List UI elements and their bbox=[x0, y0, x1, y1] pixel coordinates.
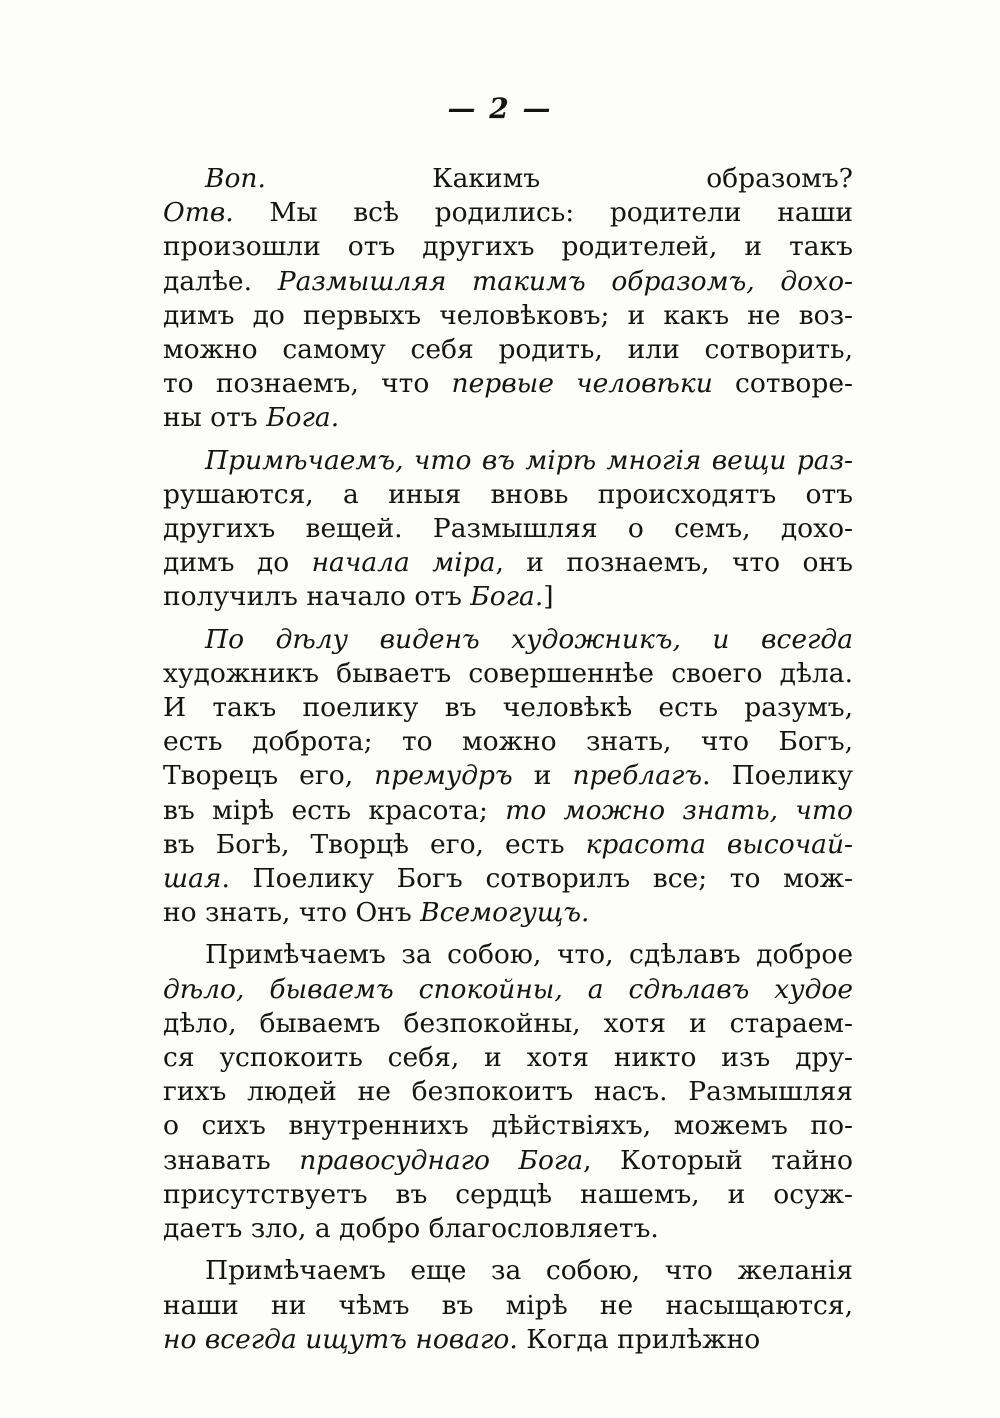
body-text bbox=[163, 162, 853, 1357]
italic-text: дѣло, бываемъ спокойны, а сдѣлавъ худое bbox=[163, 973, 853, 1005]
text-run: далѣе. bbox=[163, 265, 278, 297]
text-run: Когда прилѣжно bbox=[517, 1323, 761, 1355]
text-line bbox=[163, 862, 853, 896]
text-line bbox=[163, 162, 853, 196]
text-line bbox=[163, 1289, 853, 1323]
text-line bbox=[163, 1212, 853, 1246]
text-line bbox=[163, 299, 853, 333]
italic-text: первые человѣки bbox=[451, 368, 713, 400]
text-run: , Который тайно bbox=[583, 1144, 853, 1176]
text-line bbox=[163, 1041, 853, 1075]
text-run: Какимъ образомъ? bbox=[265, 163, 853, 194]
text-line bbox=[163, 401, 853, 435]
text-line bbox=[163, 794, 853, 828]
text-run: дѣло, бываемъ безпокойны, хотя и стараем- bbox=[163, 1007, 853, 1039]
text-run: ] bbox=[543, 581, 554, 613]
text-line bbox=[163, 828, 853, 862]
text-line bbox=[163, 367, 853, 401]
text-line bbox=[163, 657, 853, 691]
paragraph bbox=[163, 444, 853, 615]
text-run: Примѣчаемъ за собою, что, сдѣлавъ доброе bbox=[205, 939, 853, 971]
text-run: даетъ зло, а добро благословляетъ. bbox=[163, 1213, 659, 1245]
paragraph bbox=[163, 623, 853, 931]
text-run: Мы всѣ родились: родители наши bbox=[233, 197, 853, 229]
text-run: димъ до первыхъ человѣковъ; и какъ не воз- bbox=[163, 299, 853, 331]
italic-text: правосуднаго Бога bbox=[299, 1144, 584, 1176]
italic-text: Примѣчаемъ, что въ мірѣ многія вещи раз- bbox=[205, 444, 853, 476]
text-run: Примѣчаемъ еще за собою, что желанія bbox=[205, 1255, 853, 1287]
text-line bbox=[163, 1075, 853, 1109]
text-line bbox=[163, 1144, 853, 1178]
text-line bbox=[163, 333, 853, 367]
text-run: гихъ людей не безпокоитъ насъ. Размышляя bbox=[163, 1076, 853, 1108]
text-run: но знать, что Онъ bbox=[163, 897, 421, 929]
text-line bbox=[163, 196, 853, 230]
text-line bbox=[163, 759, 853, 793]
text-run: димъ до bbox=[163, 547, 312, 579]
paragraph bbox=[163, 1254, 853, 1357]
italic-text: Бога. bbox=[470, 581, 544, 613]
text-line bbox=[163, 230, 853, 264]
italic-text: Бога. bbox=[266, 402, 340, 434]
text-run: наши ни чѣмъ въ мірѣ не насыщаются, bbox=[163, 1289, 853, 1321]
text-run: ны отъ bbox=[163, 402, 267, 434]
text-run: и bbox=[512, 760, 573, 792]
text-run: . Поелику Богъ сотворилъ все; то мож- bbox=[221, 863, 853, 895]
text-line bbox=[163, 1007, 853, 1041]
text-line bbox=[163, 1254, 853, 1288]
italic-text: Всемогущъ. bbox=[420, 897, 590, 929]
italic-text: но всегда ищутъ новаго. bbox=[163, 1323, 518, 1355]
italic-text: По дѣлу виденъ художникъ, и всегда bbox=[205, 623, 853, 655]
text-run: въ мірѣ есть красота; bbox=[163, 794, 506, 826]
text-line bbox=[163, 478, 853, 512]
text-line bbox=[163, 896, 853, 930]
text-run: рушаются, а иныя вновь происходятъ отъ bbox=[163, 478, 853, 510]
text-run: присутствуетъ въ сердцѣ нашемъ, и осуж- bbox=[163, 1178, 853, 1210]
text-line bbox=[163, 1323, 853, 1357]
text-run: . Поелику bbox=[702, 760, 854, 792]
text-line bbox=[163, 973, 853, 1007]
text-line bbox=[163, 623, 853, 657]
text-line bbox=[163, 580, 853, 614]
text-run: можно самому себя родить, или сотворить, bbox=[163, 334, 853, 366]
italic-text: красота высочай- bbox=[585, 828, 853, 860]
text-run: о сихъ внутреннихъ дѣйствіяхъ, можемъ по- bbox=[163, 1110, 853, 1142]
text-run: И такъ поелику въ человѣкѣ есть разумъ, bbox=[163, 692, 853, 724]
text-run: ся успокоить себя, и хотя никто изъ дру- bbox=[163, 1042, 853, 1074]
italic-text: шая bbox=[163, 863, 222, 895]
text-run: другихъ вещей. Размышляя о семъ, дохо- bbox=[163, 513, 853, 545]
text-line bbox=[163, 691, 853, 725]
text-line bbox=[163, 938, 853, 972]
text-run: есть доброта; то можно знать, что Богъ, bbox=[163, 726, 853, 758]
text-run: сотворе- bbox=[712, 368, 853, 400]
text-run: художникъ бываетъ совершеннѣе своего дѣла. bbox=[163, 657, 853, 689]
italic-text: преблагъ bbox=[572, 760, 703, 792]
text-run: Творецъ его, bbox=[163, 760, 375, 792]
text-line bbox=[163, 1109, 853, 1143]
text-line bbox=[163, 1178, 853, 1212]
text-line bbox=[163, 725, 853, 759]
text-line bbox=[163, 512, 853, 546]
italic-text: начала міра bbox=[311, 547, 496, 579]
text-line bbox=[163, 444, 853, 478]
paragraph bbox=[163, 938, 853, 1246]
italic-text: Размышляя такимъ образомъ, дохо- bbox=[277, 265, 853, 297]
text-run: то познаемъ, что bbox=[163, 368, 452, 400]
text-run: знавать bbox=[163, 1144, 300, 1176]
italic-text: премудръ bbox=[374, 760, 513, 792]
text-run: произошли отъ другихъ родителей, и такъ bbox=[163, 231, 853, 263]
italic-text: Воп. bbox=[205, 163, 266, 194]
italic-text: то можно знать, что bbox=[505, 794, 853, 826]
italic-text: Отв. bbox=[163, 197, 234, 229]
text-run: въ Богѣ, Творцѣ его, есть bbox=[163, 828, 586, 860]
paragraph bbox=[163, 162, 853, 436]
text-run: получилъ начало отъ bbox=[163, 581, 471, 613]
text-run: , и познаемъ, что онъ bbox=[495, 547, 853, 579]
text-line bbox=[163, 265, 853, 299]
page-number: — 2 — bbox=[447, 92, 553, 125]
text-line bbox=[163, 546, 853, 580]
